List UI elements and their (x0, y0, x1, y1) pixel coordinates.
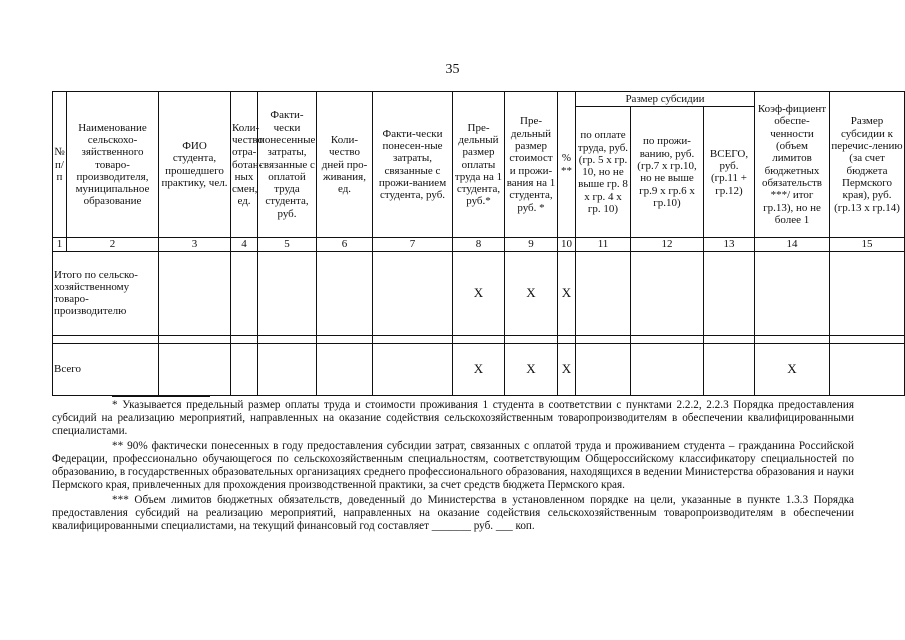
column-number: 10 (558, 238, 576, 251)
column-number: 13 (704, 238, 755, 251)
footnote-3: *** Объем лимитов бюджетных обязательств, доведенный до Министерства в установленном порядке на цели, указанные в пункте 1.3.3 Порядка предоставления субсидий на реализацию мероприятий, направленных на оказание содействия сельскохозяйственным товаропроизводителям в обеспечении квалифицированными специалистами, на текущий финансовый год составляет _______ руб. ___ коп. (52, 493, 854, 532)
table-cell (631, 251, 704, 335)
table-cell (258, 343, 317, 395)
column-numbers-row (53, 238, 905, 251)
column-number: 8 (453, 238, 505, 251)
table-cell (830, 343, 905, 395)
table-cell-x: X (558, 251, 576, 335)
header-subsidy-total: ВСЕГО, руб. (гр.11 + гр.12) (704, 107, 755, 238)
table-cell (317, 343, 373, 395)
row-label-grand-total: Всего (53, 343, 159, 395)
column-number: 9 (505, 238, 558, 251)
header-subsidy-living: по прожи-ванию, руб. (гр.7 х гр.10, но не выше гр.9 х гр.6 х гр.10) (631, 107, 704, 238)
header-row-number: № п/п (53, 92, 67, 238)
table-cell (830, 335, 905, 343)
table-cell (159, 343, 231, 395)
table-cell-x: X (755, 343, 830, 395)
column-number: 1 (53, 238, 67, 251)
column-number: 11 (576, 238, 631, 251)
table-row-grand-total (53, 343, 905, 395)
table-cell (373, 251, 453, 335)
table-cell (317, 335, 373, 343)
column-number: 6 (317, 238, 373, 251)
column-number: 2 (67, 238, 159, 251)
column-number: 15 (830, 238, 905, 251)
footnotes (52, 399, 854, 533)
table-cell (576, 343, 631, 395)
header-percent: % ** (558, 92, 576, 238)
header-max-living-cost: Пре-дельный размер стоимост и прожи-вания на 1 студента, руб. * (505, 92, 558, 238)
table-cell (258, 335, 317, 343)
table-cell (373, 343, 453, 395)
header-max-labor-pay: Пре-дельный размер оплаты труда на 1 студента, руб.* (453, 92, 505, 238)
header-student-name: ФИО студента, прошедшего практику, чел. (159, 92, 231, 238)
table-cell (453, 335, 505, 343)
table-cell (631, 343, 704, 395)
footnote-1: * Указывается предельный размер оплаты труда и стоимости проживания 1 студента в соответствии с пунктами 2.2.2, 2.2.3 Порядка предоставления субсидий на реализацию мероприятий, направленных на оказание содействия сельскохозяйственным товаропроизводителям в обеспечении квалифицированными специалистами. (52, 399, 854, 437)
table-row-empty (53, 335, 905, 343)
page-number: 35 (445, 62, 460, 77)
header-labor-costs: Факти-чески понесенные затраты, связанные с оплатой труда студента, руб. (258, 92, 317, 238)
table-cell (755, 335, 830, 343)
footnote-divider (112, 396, 210, 397)
table-cell (231, 343, 258, 395)
table-cell-x: X (505, 343, 558, 395)
table-cell (231, 335, 258, 343)
table-cell-x: X (505, 251, 558, 335)
header-shifts-count: Коли-чество отра-ботан-ных смен, ед. (231, 92, 258, 238)
table-cell (576, 251, 631, 335)
column-number: 3 (159, 238, 231, 251)
header-living-costs: Факти-чески понесен-ные затраты, связанные с прожи-ванием студента, руб. (373, 92, 453, 238)
table-cell-x: X (453, 343, 505, 395)
header-coefficient: Коэф-фициент обеспе-ченности (объем лимитов бюджетных обязательств ***/ итог гр.13), но не более 1 (755, 92, 830, 238)
header-subsidy-size-group: Размер субсидии (576, 92, 755, 107)
table-cell (159, 251, 231, 335)
table-cell (505, 335, 558, 343)
header-producer: Наименование сельскохо-зяйственного товаро-производителя, муниципальное образование (67, 92, 159, 238)
table-cell (231, 251, 258, 335)
column-number: 5 (258, 238, 317, 251)
table-cell (576, 335, 631, 343)
table-cell (373, 335, 453, 343)
table-cell (317, 251, 373, 335)
table-cell (159, 335, 231, 343)
row-label-producer-total: Итого по сельско-хозяйственному товаро-производителю (53, 251, 159, 335)
table-cell-x: X (453, 251, 505, 335)
table-cell-x: X (558, 343, 576, 395)
table-cell (704, 343, 755, 395)
table-cell (704, 251, 755, 335)
subsidy-table (52, 91, 905, 396)
column-number: 14 (755, 238, 830, 251)
column-number: 4 (231, 238, 258, 251)
header-subsidy-transfer: Размер субсидии к перечис-лению (за счет бюджета Пермского края), руб. (гр.13 х гр.14) (830, 92, 905, 238)
footnote-2: ** 90% фактически понесенных в году предоставления субсидии затрат, связанных с оплатой труда и проживанием студента – гражданина Российской Федерации, профессионально обучающегося по сельскохозяйственным специальностям, соответствующим Общероссийскому классификатору специальностей по образованию, в государственных образовательных организациях среднего профессионального образования, находящихся в ведении Министерства образования и науки Пермского края, привлеченных для прохождения производственной практики, за счет средств бюджета Пермского края. (52, 439, 854, 491)
header-subsidy-labor: по оплате труда, руб. (гр. 5 х гр. 10, но не выше гр. 8 х гр. 4 х гр. 10) (576, 107, 631, 238)
table-cell (258, 251, 317, 335)
header-living-days: Коли-чество дней про-живания, ед. (317, 92, 373, 238)
table-cell (704, 335, 755, 343)
table-cell (558, 335, 576, 343)
column-number: 12 (631, 238, 704, 251)
table-row-producer-total (53, 251, 905, 335)
table-cell (53, 335, 159, 343)
table-cell (830, 251, 905, 335)
column-number: 7 (373, 238, 453, 251)
table-cell (631, 335, 704, 343)
table-cell (755, 251, 830, 335)
